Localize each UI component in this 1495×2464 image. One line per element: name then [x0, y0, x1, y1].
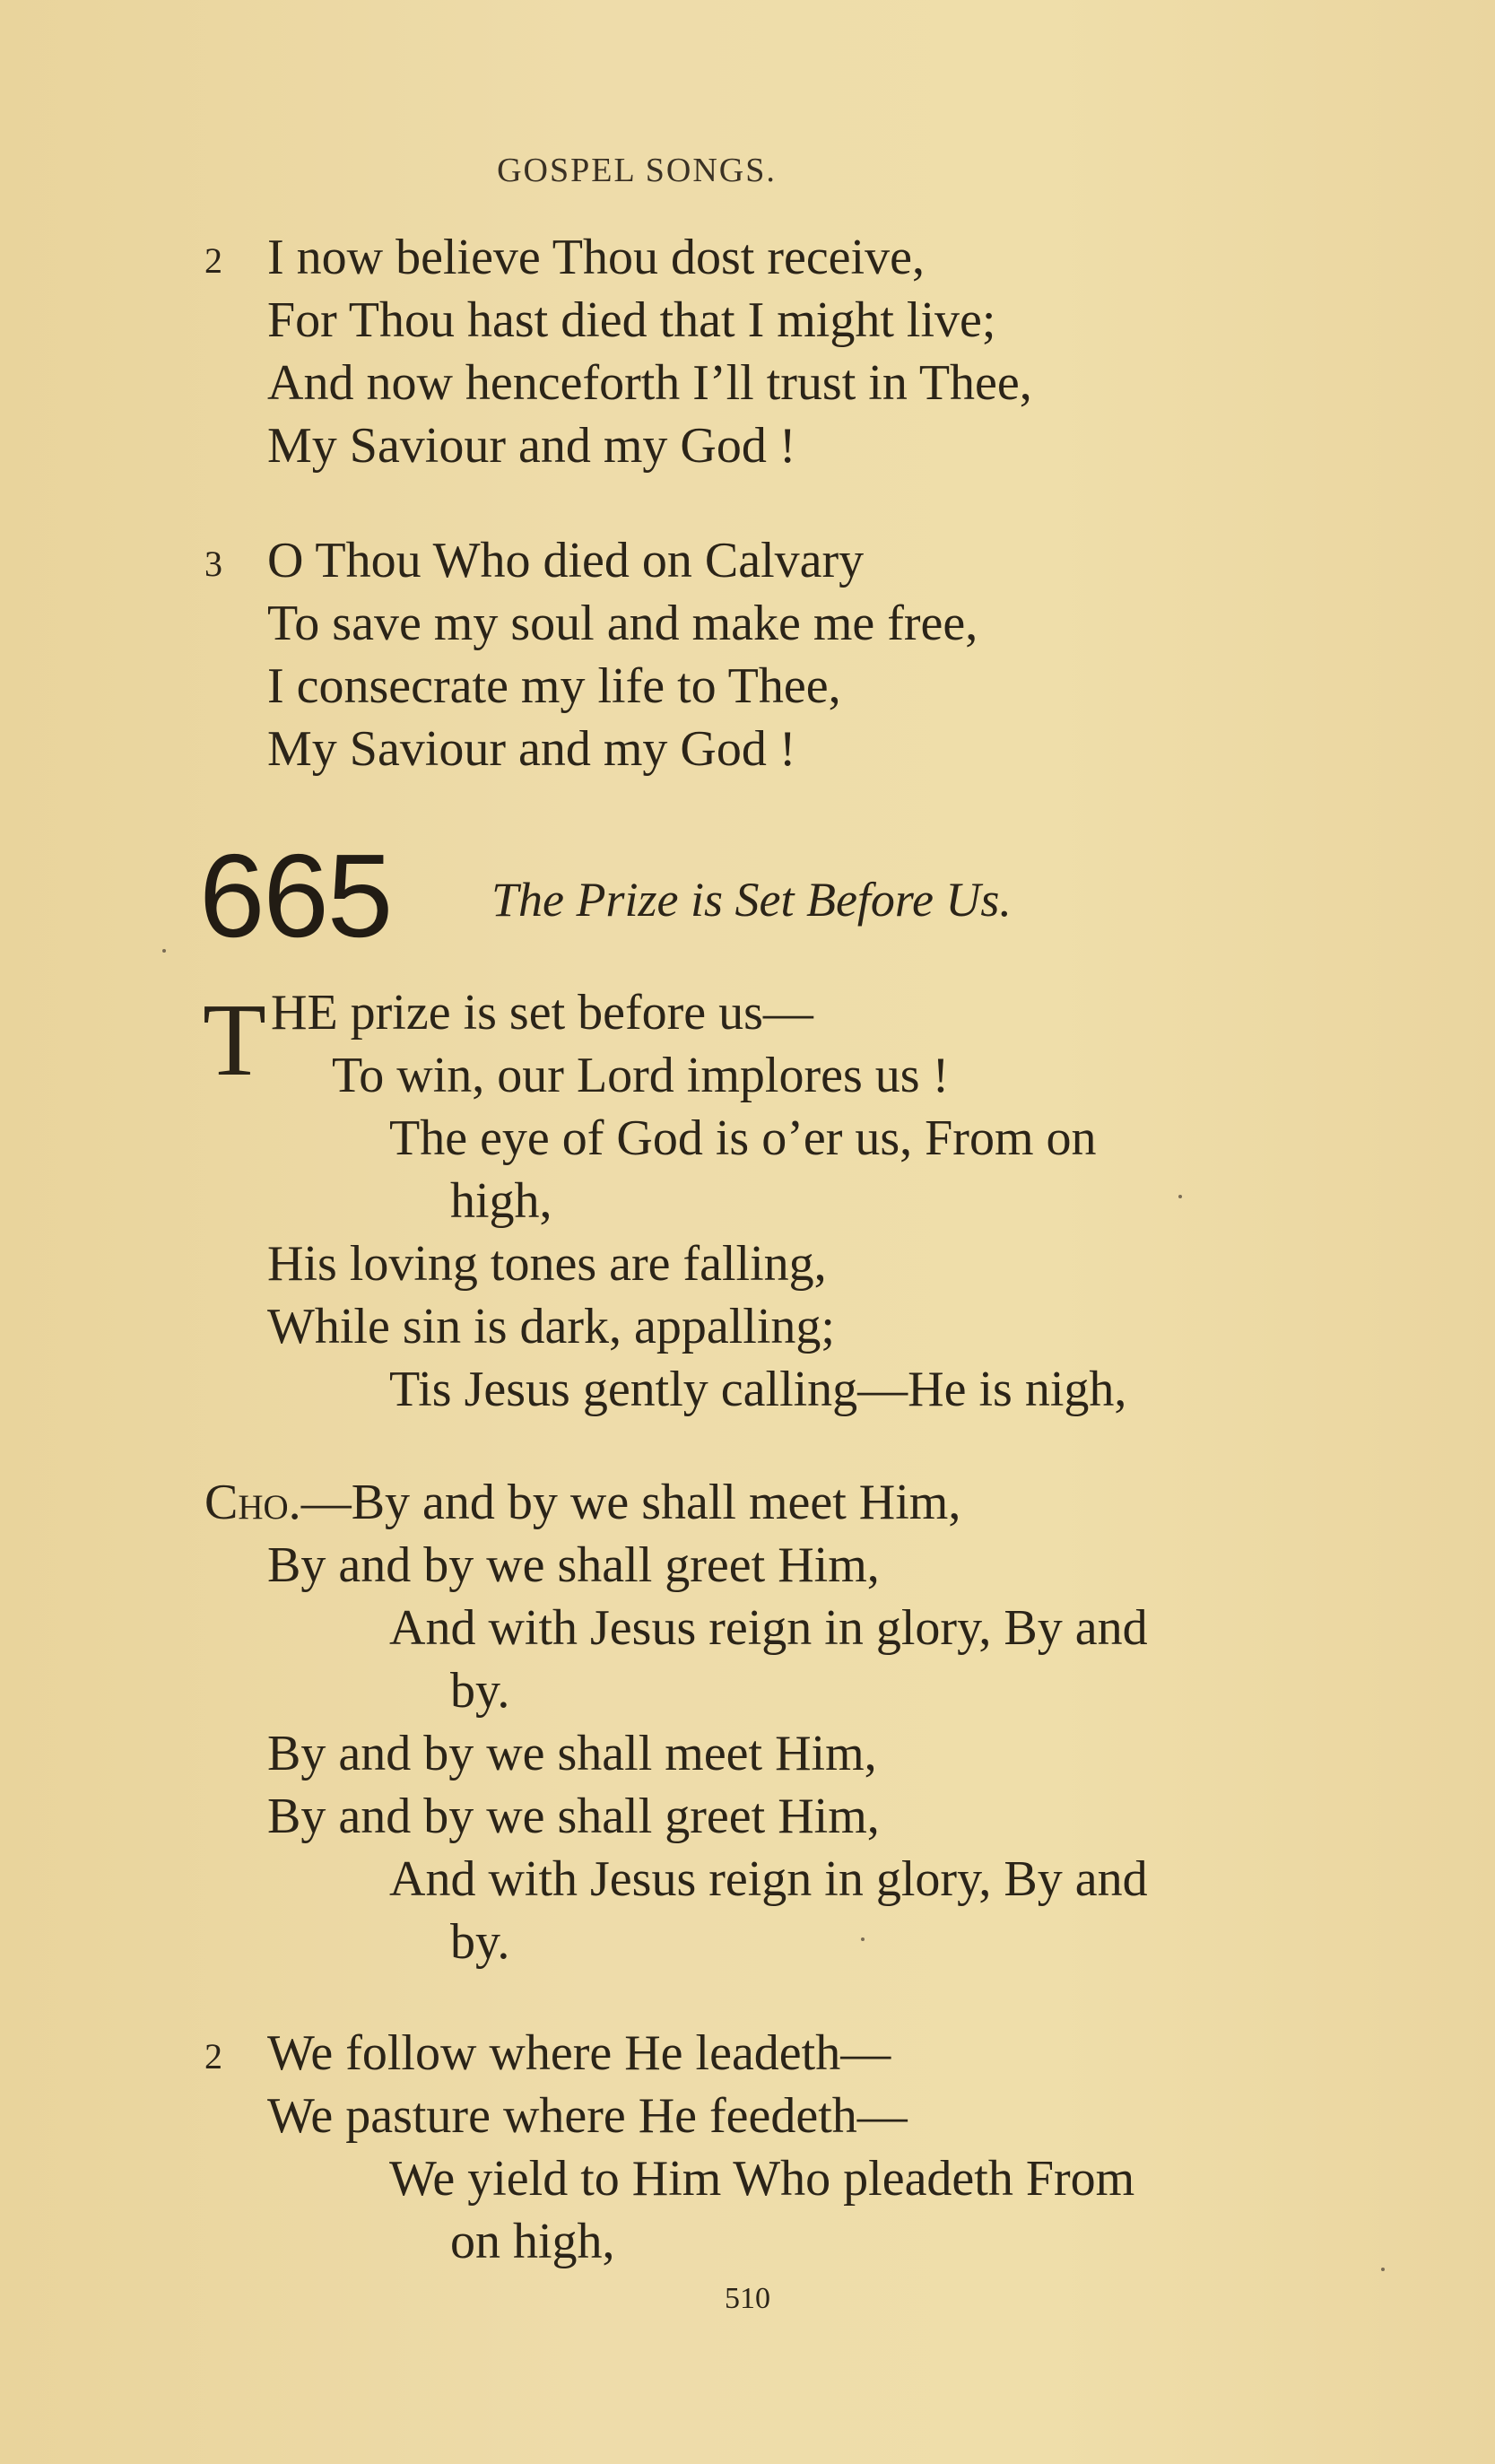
stanza-number: 2 — [204, 240, 222, 281]
verse-line: While sin is dark, appalling; — [267, 1299, 835, 1354]
page-number: 510 — [725, 2282, 770, 2315]
drop-cap: T — [203, 983, 266, 1098]
paper-speck — [861, 1937, 865, 1941]
chorus-line: By and by we shall greet Him, — [267, 1537, 880, 1593]
chorus-line: by. — [450, 1663, 510, 1719]
stanza-line: O Thou Who died on Calvary — [267, 533, 865, 588]
verse-line: To win, our Lord implores us ! — [332, 1048, 950, 1103]
chorus-line: by. — [450, 1914, 510, 1970]
verse-line: We follow where He leadeth— — [267, 2025, 891, 2081]
stanza-line: For Thou hast died that I might live; — [267, 292, 996, 348]
stanza-number: 3 — [204, 544, 222, 584]
verse-line: The eye of God is o’er us, From on — [389, 1110, 1097, 1166]
chorus-first-line — [204, 1471, 960, 1534]
paper-speck — [1381, 2268, 1385, 2271]
verse-line: His loving tones are falling, — [267, 1236, 827, 1292]
stanza-number: 2 — [204, 2036, 222, 2077]
paper-speck — [162, 949, 166, 953]
chorus-line: And with Jesus reign in glory, By and — [389, 1851, 1148, 1907]
stanza-line: My Saviour and my God ! — [267, 418, 796, 474]
verse-line: HE prize is set before us— — [271, 985, 813, 1040]
stanza-line: To save my soul and make me free, — [267, 596, 978, 651]
chorus-label: Cho. — [204, 1475, 301, 1530]
verse-line: Tis Jesus gently calling—He is nigh, — [389, 1362, 1127, 1417]
verse-line: on high, — [450, 2214, 615, 2269]
stanza-line: And now henceforth I’ll trust in Thee, — [267, 355, 1032, 411]
verse-line: high, — [450, 1173, 552, 1229]
chorus-line: By and by we shall greet Him, — [267, 1789, 880, 1844]
chorus-line: And with Jesus reign in glory, By and — [389, 1600, 1148, 1656]
verse-line: We yield to Him Who pleadeth From — [389, 2151, 1135, 2207]
running-header: GOSPEL SONGS. — [497, 152, 777, 189]
chorus-line: —By and by we shall meet Him, — [300, 1475, 961, 1530]
hymn-number: 665 — [199, 830, 392, 962]
paper-speck — [1178, 1195, 1182, 1198]
stanza-line: My Saviour and my God ! — [267, 721, 796, 777]
stanza-line: I now believe Thou dost receive, — [267, 230, 925, 285]
hymn-title: The Prize is Set Before Us. — [491, 873, 1012, 927]
verse-line: We pasture where He feedeth— — [267, 2088, 908, 2144]
chorus-line: By and by we shall meet Him, — [267, 1726, 877, 1781]
stanza-line: I consecrate my life to Thee, — [267, 658, 841, 714]
